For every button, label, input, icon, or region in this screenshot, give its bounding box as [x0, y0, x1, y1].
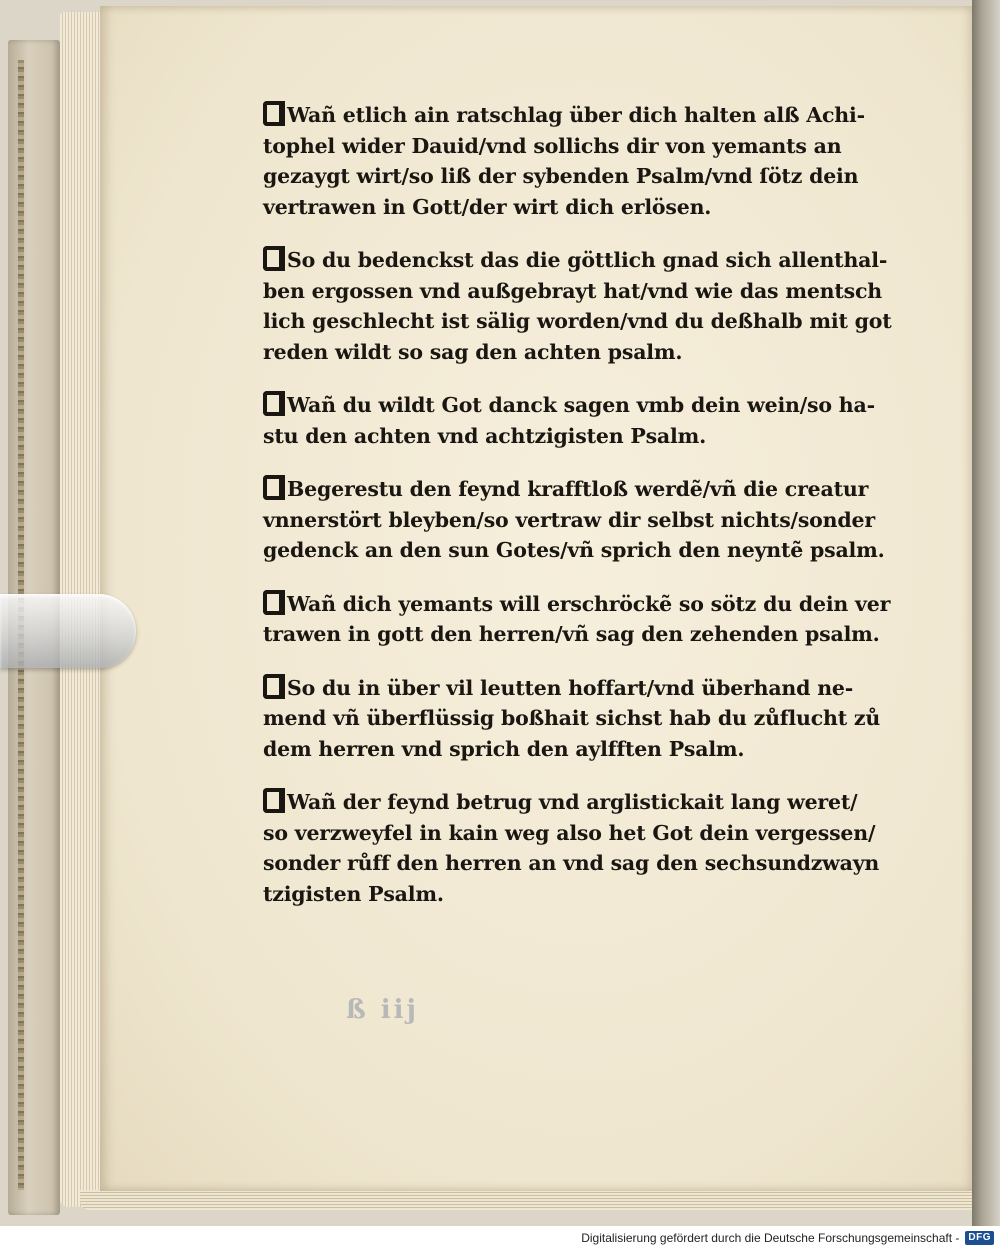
- paragraph: [263, 589, 891, 650]
- paragraph-mark-icon: [263, 788, 281, 813]
- paragraph: [263, 673, 883, 765]
- text-line: gezaygt wirt/so liß der sybenden Psalm/vnd ſötz dein: [263, 164, 859, 188]
- text-line: tophel wider Dauid/vnd sollichs dir von yemants an: [263, 133, 842, 158]
- paragraph-mark-icon: [263, 391, 281, 416]
- text-line-content: Wañ du wildt Got danck sagen vmb dein wein/so ha-: [287, 393, 875, 417]
- paragraph: [263, 100, 883, 222]
- text-line: [263, 245, 888, 276]
- text-line: trawen in gott den herren/vñ sag den zehenden psalm.: [263, 622, 880, 646]
- text-line: mend vñ überflüssig boßhait sichst hab du zůflucht zů: [263, 706, 881, 730]
- text-line: dem herren vnd sprich den aylfften Psalm.: [263, 736, 745, 761]
- signature-mark: ß iij: [346, 995, 419, 1025]
- paragraph-mark-icon: [263, 590, 281, 615]
- paragraph-mark-icon: [263, 101, 281, 126]
- text-line: [263, 589, 891, 620]
- text-line-content: Wañ dich yemants will erschröckẽ so sötz du dein ver: [287, 591, 891, 616]
- text-line: sonder růff den herren an vnd sag den sechsundzwayn: [263, 851, 880, 875]
- paragraph: [263, 474, 883, 566]
- page-gutter: [972, 0, 1000, 1226]
- text-line: vertrawen in Gott/der wirt dich erlösen.: [263, 194, 712, 219]
- paragraph-mark-icon: [263, 475, 281, 500]
- paragraph: [263, 245, 892, 367]
- text-line: lich geschlecht ist sälig worden/vnd du deßhalb mit got: [263, 309, 892, 333]
- text-line-content: So du in über vil leutten hoffart/vnd überhand ne-: [287, 675, 854, 700]
- text-line: [263, 100, 883, 131]
- dfg-logo-icon[interactable]: DFG: [965, 1231, 994, 1245]
- text-line: ben ergossen vnd außgebrayt hat/vnd wie das mentsch: [263, 278, 882, 303]
- text-line: vnnerstört bleyben/so vertraw dir selbst nichts/sonder: [263, 507, 875, 532]
- funding-note: Digitalisierung gefördert durch die Deutsche Forschungsgemeinschaft -: [581, 1230, 960, 1245]
- text-line-content: Begerestu den feynd krafftloß werdẽ/vñ die creatur: [287, 477, 869, 501]
- text-line: [263, 787, 883, 818]
- text-line: [263, 474, 883, 505]
- text-line: gedenck an den sun Gotes/vñ sprich den neyntẽ psalm.: [263, 538, 885, 562]
- text-line: [263, 673, 883, 704]
- text-line: tzigisten Psalm.: [263, 881, 444, 906]
- paragraph-mark-icon: [263, 246, 281, 271]
- text-line: so verzweyfel in kain weg also het Got dein vergessen/: [263, 820, 876, 845]
- text-line: reden wildt so sag den achten psalm.: [263, 339, 683, 364]
- paragraph-mark-icon: [263, 674, 281, 699]
- page-bottom-edge: [80, 1190, 980, 1210]
- text-line-content: So du bedenckst das die göttlich gnad sich allenthal-: [287, 248, 888, 272]
- paragraph: [263, 390, 883, 451]
- paragraph: [263, 787, 883, 909]
- text-line: stu den achten vnd achtzigisten Psalm.: [263, 423, 707, 448]
- text-line-content: Wañ der feynd betrug vnd arglistickait lang weret/: [287, 790, 858, 814]
- page-text: [263, 100, 892, 932]
- text-line-content: Wañ etlich ain ratschlag über dich halten alß Achi-: [287, 103, 865, 127]
- footer-bar: [0, 1226, 1000, 1249]
- page-holder-clip: [0, 594, 136, 668]
- text-line: [263, 390, 883, 421]
